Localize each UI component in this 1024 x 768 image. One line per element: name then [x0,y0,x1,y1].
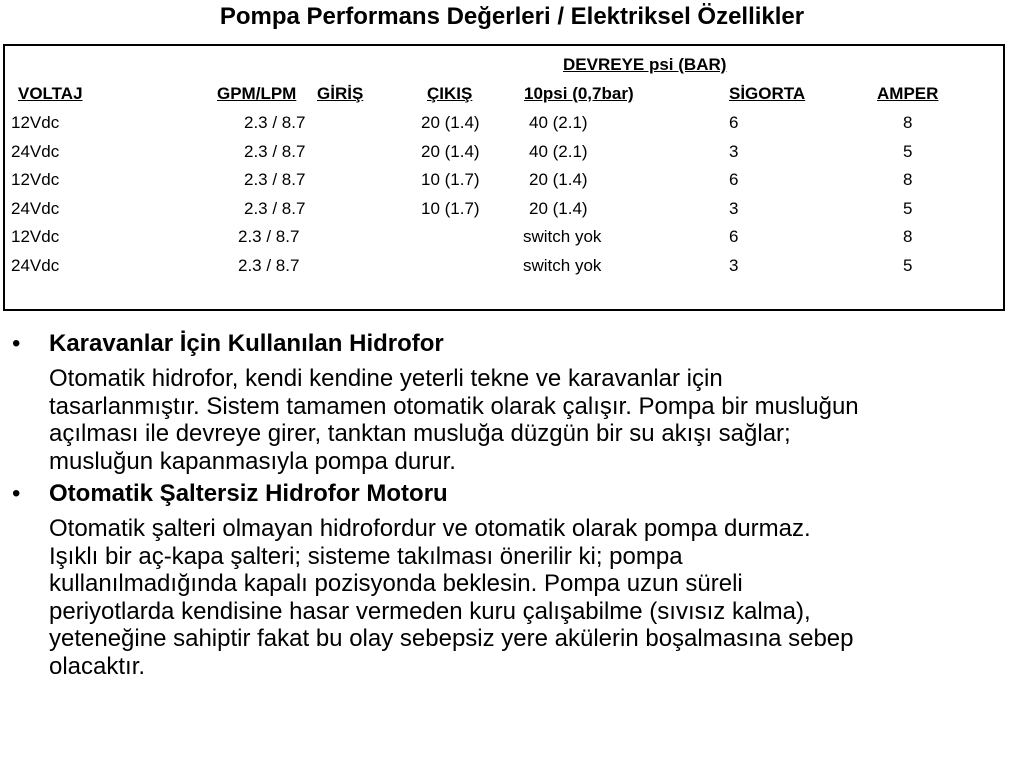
header-amper: AMPER [877,84,939,103]
body-line: olacaktır. [49,652,146,680]
header-10psi: 10psi (0,7bar) [524,84,634,103]
cell-voltaj: 12Vdc [11,170,60,189]
bullet-heading: Otomatik Şaltersiz Hidrofor Motoru [49,480,448,507]
header-voltaj: VOLTAJ [18,84,83,103]
cell-sigorta: 3 [729,142,739,161]
bullet-body [49,515,1014,680]
bullet-dot: • [12,330,21,357]
performance-table [3,44,1005,311]
body-line: Otomatik hidrofor, kendi kendine yeterli tekne ve karavanlar için [49,365,723,392]
cell-amper: 8 [903,170,913,189]
cell-voltaj: 12Vdc [11,113,60,132]
body-line: açılması ile devreye girer, tanktan musluğa düzgün bir su akışı sağlar; [49,420,791,447]
page-title: Pompa Performans Değerleri / Elektriksel Özellikler [219,3,805,30]
cell-sigorta: 3 [729,199,739,218]
cell-amper: 5 [903,199,913,218]
cell-voltaj: 24Vdc [11,142,60,161]
bullet-heading: Karavanlar İçin Kullanılan Hidrofor [49,330,444,357]
cell-giris: 10 (1.7) [421,170,480,189]
cell-amper: 8 [903,227,913,246]
cell-sigorta: 6 [729,227,739,246]
body-line: tasarlanmıştır. Sistem tamamen otomatik olarak çalışır. Pompa bir musluğun [49,392,859,420]
body-line: musluğun kapanmasıyla pompa durur. [49,447,456,475]
cell-giris: 20 (1.4) [421,113,480,132]
header-sigorta: SİGORTA [729,84,806,103]
cell-sigorta: 6 [729,113,739,132]
cell-voltaj: 24Vdc [11,199,60,218]
header-cikis: ÇIKIŞ [427,84,473,103]
cell-giris: 10 (1.7) [421,199,480,218]
bullet-body [49,365,1014,475]
cell-gpm: 2.3 / 8.7 [238,256,300,275]
cell-amper: 5 [903,142,913,161]
cell-gpm: 2.3 / 8.7 [244,142,306,161]
cell-amper: 8 [903,113,913,132]
cell-giris: 20 (1.4) [421,142,480,161]
body-line: kullanılmadığında kapalı pozisyonda beklesin. Pompa uzun süreli [49,570,743,597]
cell-cikis: 40 (2.1) [529,113,588,132]
cell-amper: 5 [903,256,913,275]
cell-gpm: 2.3 / 8.7 [244,113,306,132]
group-header: DEVREYE psi (BAR) [563,55,727,74]
header-gpm: GPM/LPM [217,84,297,103]
body-line: Işıklı bir aç-kapa şalteri; sisteme takılması önerilir ki; pompa [49,542,683,570]
cell-switch: switch yok [523,256,602,275]
cell-voltaj: 12Vdc [11,227,60,246]
cell-cikis: 40 (2.1) [529,142,588,161]
cell-sigorta: 3 [729,256,739,275]
body-line: yeteneğine sahiptir fakat bu olay sebepsiz yere akülerin boşalmasına sebep [49,625,854,652]
cell-gpm: 2.3 / 8.7 [244,199,306,218]
cell-sigorta: 6 [729,170,739,189]
cell-switch: switch yok [523,227,602,246]
bullet-dot: • [12,480,21,507]
cell-cikis: 20 (1.4) [529,170,588,189]
body-line: periyotlarda kendisine hasar vermeden kuru çalışabilme (sıvısız kalma), [49,597,811,625]
body-line: Otomatik şalteri olmayan hidrofordur ve otomatik olarak pompa durmaz. [49,515,811,542]
cell-cikis: 20 (1.4) [529,199,588,218]
cell-gpm: 2.3 / 8.7 [238,227,300,246]
cell-voltaj: 24Vdc [11,256,60,275]
header-giris: GİRİŞ [317,84,364,103]
cell-gpm: 2.3 / 8.7 [244,170,306,189]
